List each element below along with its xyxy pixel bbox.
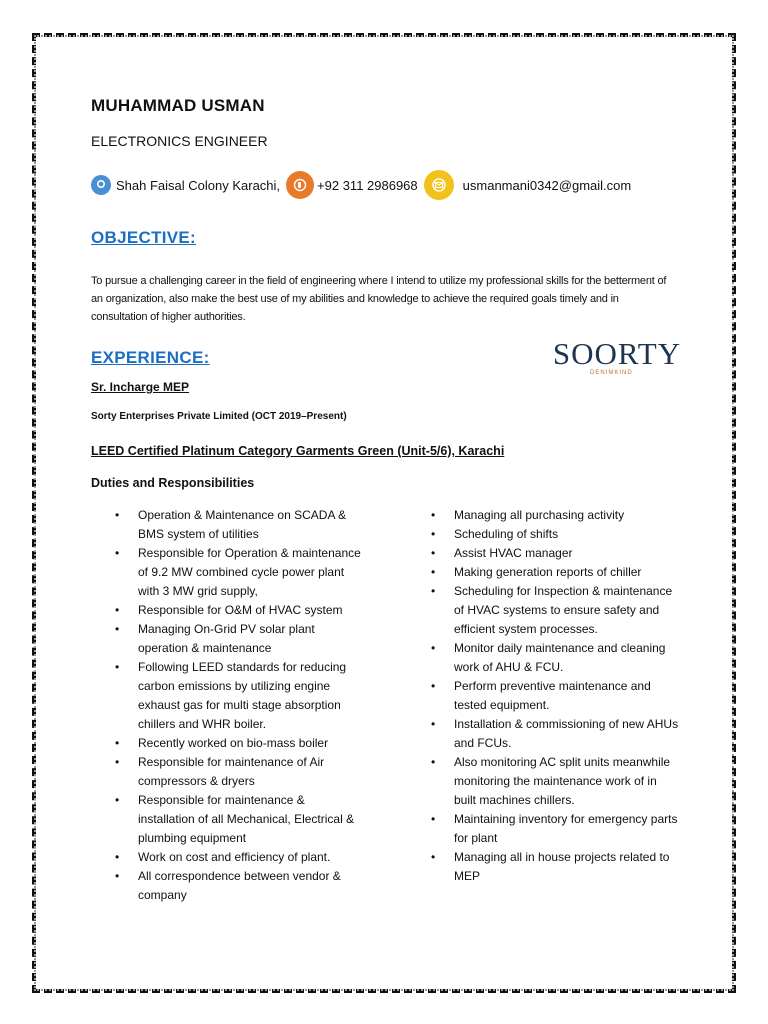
- contact-location: Shah Faisal Colony Karachi,: [116, 177, 281, 193]
- job-project: LEED Certified Platinum Category Garments Green (Unit-5/6), Karachi: [91, 444, 505, 458]
- list-item: • All correspondence between vendor & company: [91, 867, 361, 905]
- contact-phone: +92 311 2986968: [317, 177, 418, 193]
- objective-heading: OBJECTIVE:: [91, 228, 197, 247]
- list-item: • Responsible for maintenance of Air compressors & dryers: [91, 753, 361, 791]
- candidate-name: MUHAMMAD USMAN: [91, 96, 265, 115]
- list-item: • Responsible for O&M of HVAC system: [91, 601, 361, 620]
- list-item: • Operation & Maintenance on SCADA & BMS system of utilities: [91, 506, 361, 544]
- job-position: Sr. Incharge MEP: [91, 380, 190, 394]
- list-item: • Work on cost and efficiency of plant.: [91, 848, 361, 867]
- list-item: • Recently worked on bio-mass boiler: [91, 734, 361, 753]
- list-item: • Scheduling of shifts: [407, 525, 682, 544]
- contact-email: usmanmani0342@gmail.com: [462, 177, 632, 193]
- list-item: • Assist HVAC manager: [407, 544, 682, 563]
- list-item: • Also monitoring AC split units meanwhile monitoring the maintenance work of in built machines chillers.: [407, 753, 682, 810]
- list-item: • Maintaining inventory for emergency parts for plant: [407, 810, 682, 848]
- list-item: • Scheduling for Inspection & maintenance of HVAC systems to ensure safety and efficient system processes.: [407, 582, 682, 639]
- list-item: • Perform preventive maintenance and tested equipment.: [407, 677, 682, 715]
- list-item: • Responsible for maintenance & installation of all Mechanical, Electrical & plumbing equipment: [91, 791, 361, 848]
- objective-text: To pursue a challenging career in the field of engineering where I intend to utilize my professional skills for the betterment of an organization, also make the best use of my abilities and knowledge to achieve the required goals timely and in consultation of higher authorities.: [91, 275, 667, 323]
- job-company: Sorty Enterprises Private Limited (OCT 2019–Present): [91, 411, 347, 422]
- phone-icon: [286, 171, 314, 199]
- company-logo: [552, 338, 682, 376]
- list-item: • Managing On-Grid PV solar plant operation & maintenance: [91, 620, 361, 658]
- candidate-title: ELECTRONICS ENGINEER: [91, 133, 268, 149]
- list-item: • Managing all purchasing activity: [407, 506, 682, 525]
- email-icon: [424, 170, 454, 200]
- list-item: • Monitor daily maintenance and cleaning work of AHU & FCU.: [407, 639, 682, 677]
- list-item: • Following LEED standards for reducing carbon emissions by utilizing engine exhaust gas for multi stage absorption chillers and WHR boiler.: [91, 658, 361, 734]
- list-item: • Installation & commissioning of new AHUs and FCUs.: [407, 715, 682, 753]
- list-item: • Managing all in house projects related to MEP: [407, 848, 682, 886]
- duties-heading: Duties and Responsibilities: [91, 476, 255, 490]
- list-item: • Responsible for Operation & maintenance of 9.2 MW combined cycle power plant with 3 MW grid supply,: [91, 544, 361, 601]
- experience-heading: EXPERIENCE:: [91, 348, 210, 367]
- company-logo-tagline: DENIMKIND: [590, 370, 633, 376]
- list-item: • Making generation reports of chiller: [407, 563, 682, 582]
- contact-line: [91, 170, 691, 200]
- company-logo-wordmark: SOORTY: [552, 336, 682, 371]
- duties-list-right: [407, 506, 682, 886]
- duties-list-left: [91, 506, 361, 905]
- location-pin-icon: [91, 175, 111, 195]
